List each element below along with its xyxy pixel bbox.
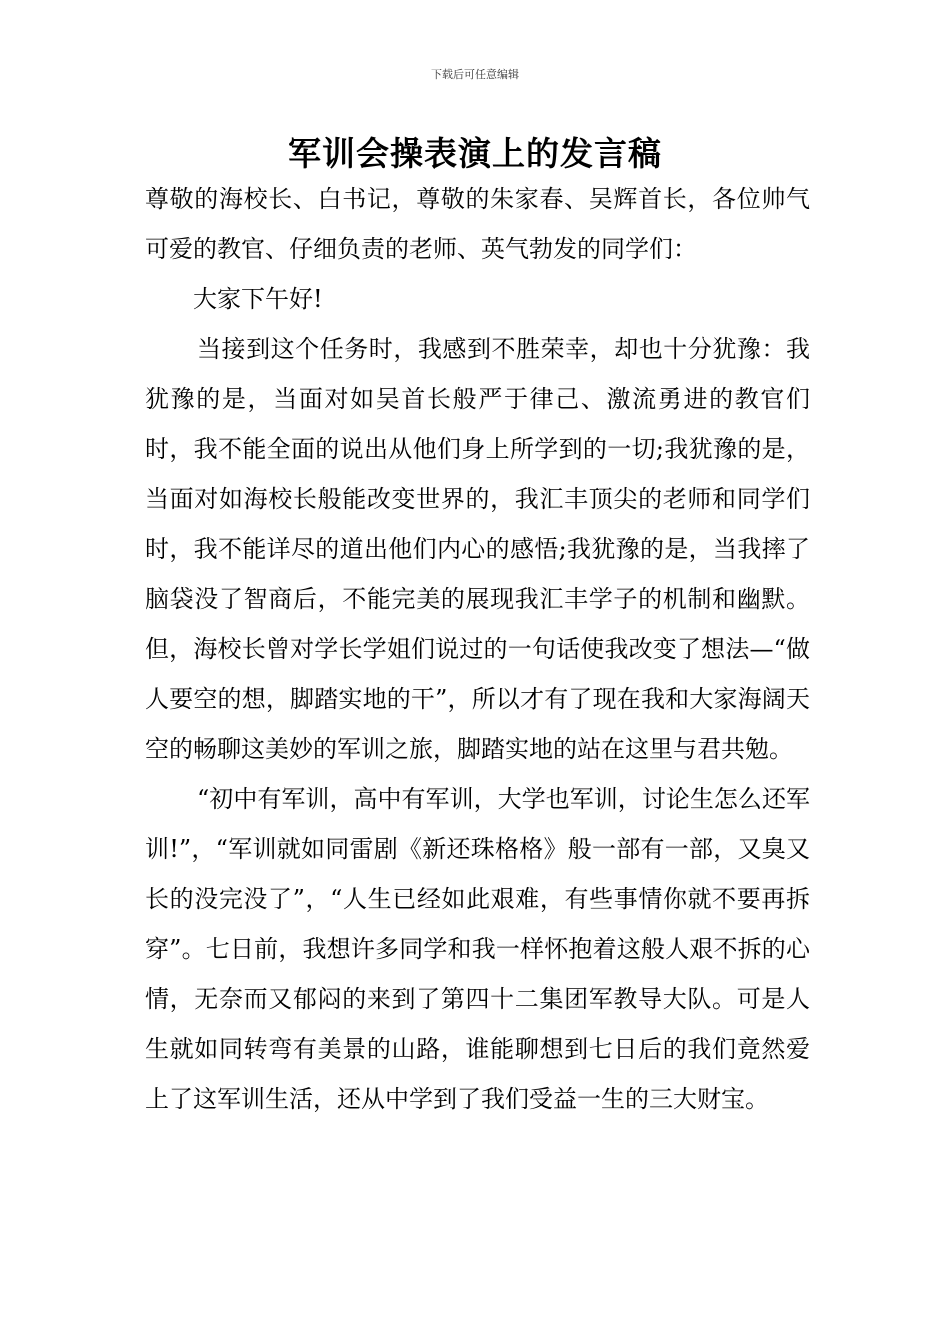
document-body [145,174,810,1124]
document-title: 军训会操表演上的发言稿 [288,134,662,173]
body-paragraph-2: “初中有军训，高中有军训，大学也军训，讨论生怎么还军训!”，“军训就如同雷剧《新还珠格格》般一部有一部，又臭又长的没完没了”，“人生已经如此艰难，有些事情你就不要再拆穿”。七日前，我想许多同学和我一样怀抱着这般人艰不拆的心情，无奈而又郁闷的来到了第四十二集团军教导大队。可是人生就如同转弯有美景的山路，谁能聊想到七日后的我们竟然爱上了这军训生活，还从中学到了我们受益一生的三大财宝。 [145,785,810,1113]
header-note: 下载后可任意编辑 [431,68,519,81]
salutation-paragraph: 尊敬的海校长、白书记，尊敬的朱家春、吴辉首长，各位帅气可爱的教官、仔细负责的老师、英气勃发的同学们： [145,185,810,263]
body-paragraph-1: 当接到这个任务时，我感到不胜荣幸，却也十分犹豫：我犹豫的是，当面对如吴首长般严于律己、激流勇进的教官们时，我不能全面的说出从他们身上所学到的一切;我犹豫的是，当面对如海校长般能改变世界的，我汇丰顶尖的老师和同学们时，我不能详尽的道出他们内心的感悟;我犹豫的是，当我摔了脑袋没了智商后，不能完美的展现我汇丰学子的机制和幽默。但，海校长曾对学长学姐们说过的一句话使我改变了想法—“做人要空的想，脚踏实地的干”，所以才有了现在我和大家海阔天空的畅聊这美妙的军训之旅，脚踏实地的站在这里与君共勉。 [145,335,810,763]
greeting-paragraph: 大家下午好! [193,285,323,313]
